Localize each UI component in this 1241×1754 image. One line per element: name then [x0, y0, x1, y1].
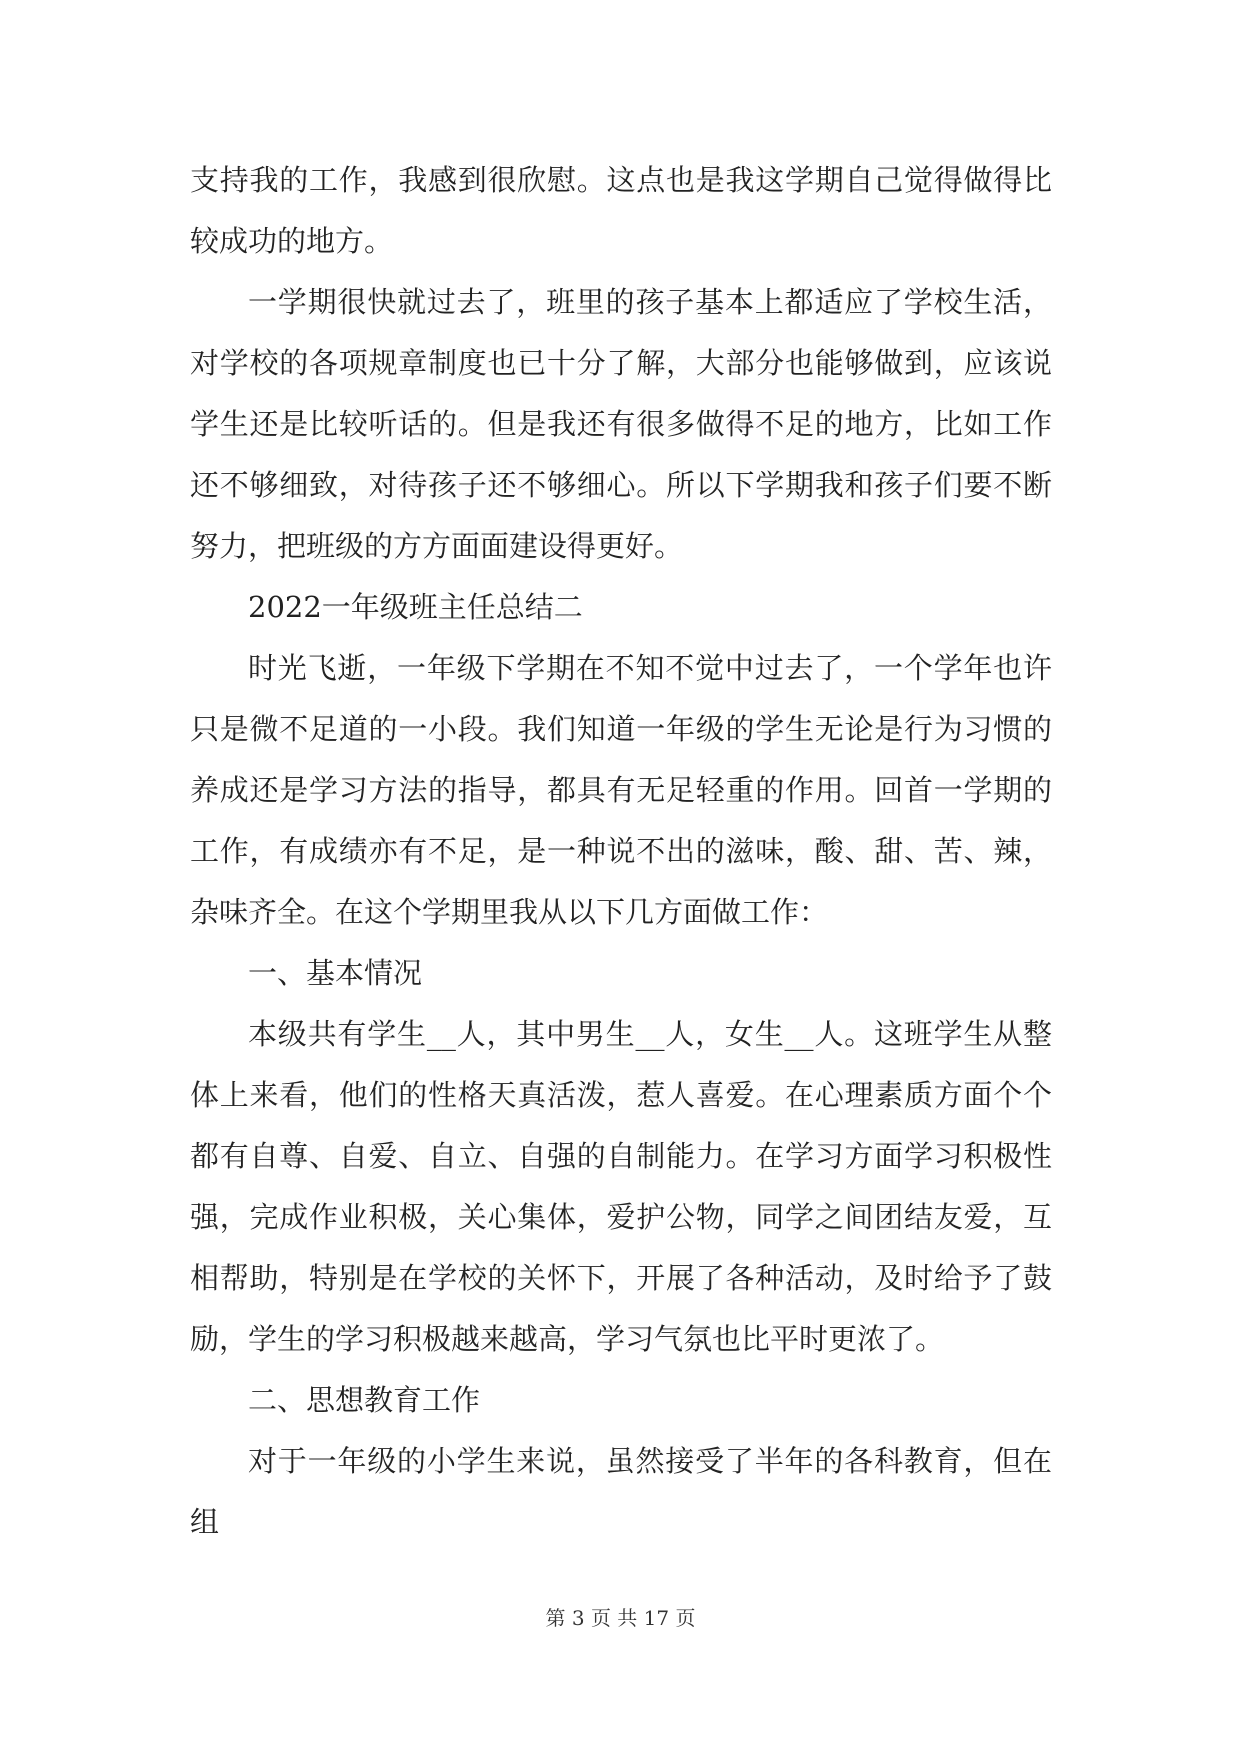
paragraph-basic-situation: 本级共有学生__人，其中男生__人，女生__人。这班学生从整体上来看，他们的性格天真活泼，惹人喜爱。在心理素质方面个个都有自尊、自爱、自立、自强的自制能力。在学习方面学习积极性强，完成作业积极，关心集体，爱护公物，同学之间团结友爱，互相帮助，特别是在学校的关怀下，开展了各种活动，及时给予了鼓励，学生的学习积极越来越高，学习气氛也比平时更浓了。 [190, 1017, 1052, 1356]
page-footer: 第 3 页 共 17 页 [545, 1606, 696, 1630]
subheading-ideological-education: 二、思想教育工作 [248, 1383, 481, 1417]
paragraph-semester-summary: 一学期很快就过去了，班里的孩子基本上都适应了学校生活，对学校的各项规章制度也已十分了解，大部分也能够做到，应该说学生还是比较听话的。但是我还有很多做得不足的地方，比如工作还不够细致，对待孩子还不够细心。所以下学期我和孩子们要不断努力，把班级的方方面面建设得更好。 [190, 285, 1052, 563]
subheading-basic-situation: 一、基本情况 [248, 956, 423, 990]
section-title: 2022一年级班主任总结二 [248, 590, 583, 624]
document-body [190, 150, 1052, 1553]
paragraph-ideological-education: 对于一年级的小学生来说，虽然接受了半年的各科教育，但在组 [190, 1444, 1052, 1539]
paragraph-intro: 时光飞逝，一年级下学期在不知不觉中过去了，一个学年也许只是微不足道的一小段。我们知道一年级的学生无论是行为习惯的养成还是学习方法的指导，都具有无足轻重的作用。回首一学期的工作，有成绩亦有不足，是一种说不出的滋味，酸、甜、苦、辣，杂味齐全。在这个学期里我从以下几方面做工作： [190, 651, 1052, 929]
paragraph-continuation: 支持我的工作，我感到很欣慰。这点也是我这学期自己觉得做得比较成功的地方。 [190, 163, 1052, 258]
